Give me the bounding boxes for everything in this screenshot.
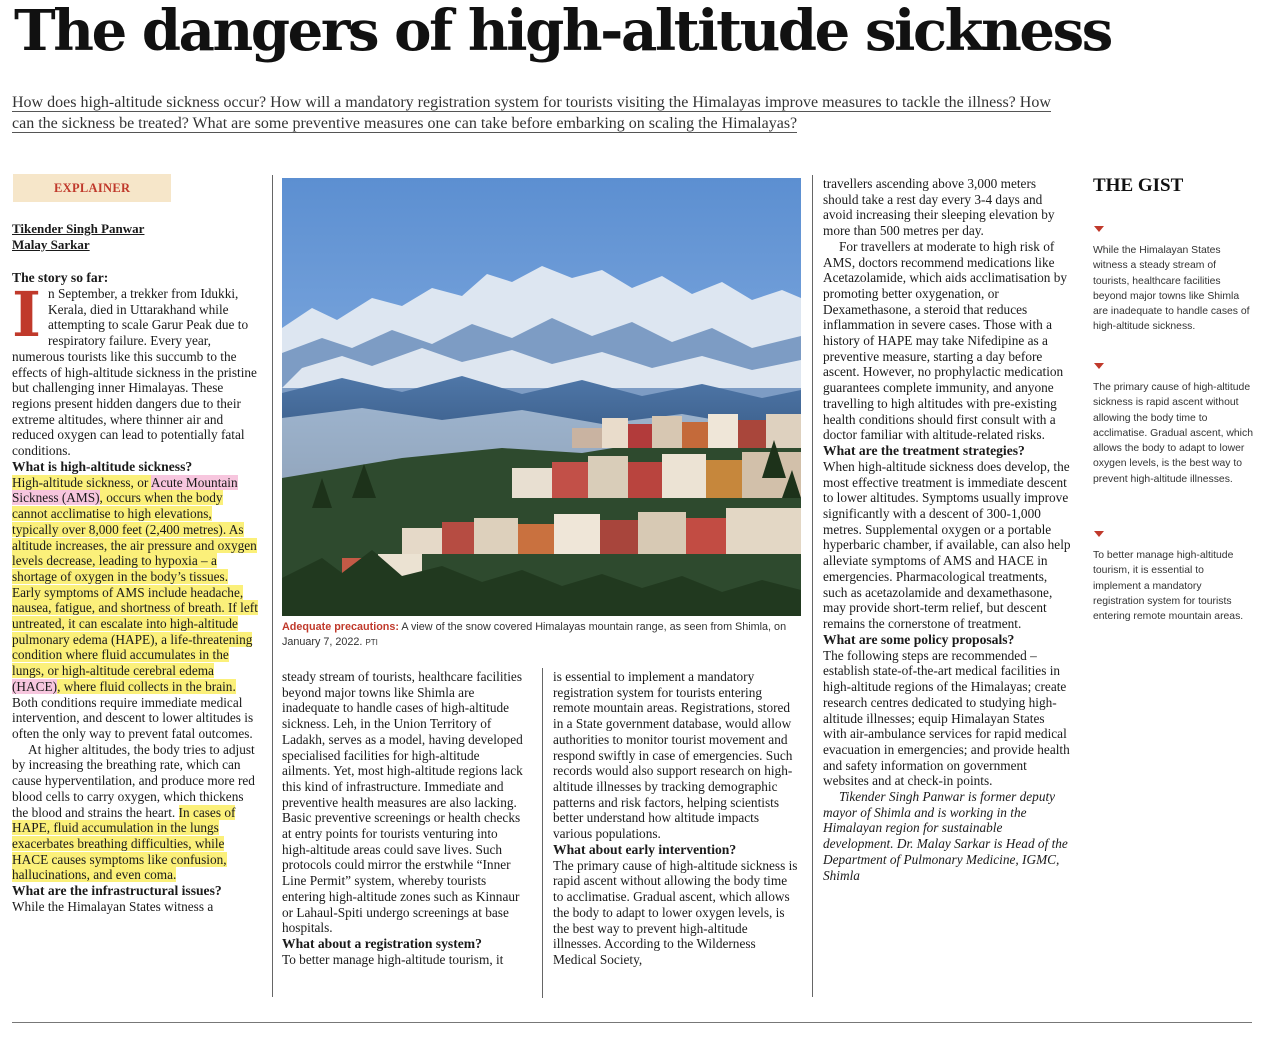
authors-block bbox=[12, 221, 144, 253]
drop-cap: I bbox=[12, 278, 42, 351]
author-name[interactable]: Malay Sarkar bbox=[12, 237, 90, 252]
answer-paragraph bbox=[12, 742, 260, 883]
column-3 bbox=[553, 669, 799, 968]
bullet-triangle-icon bbox=[1094, 363, 1104, 369]
column-divider bbox=[812, 175, 813, 997]
question-heading: What about early intervention? bbox=[553, 841, 737, 857]
bullet-triangle-icon bbox=[1094, 531, 1104, 537]
photo-credit: PTI bbox=[365, 638, 378, 647]
question-heading: What about a registration system? bbox=[282, 935, 482, 951]
highlighted-text: In cases of HAPE, fluid accumulation in the lungs exacerbates breathing difficulties, while HACE causes symptoms like confusion, hallucinations, and even coma. bbox=[12, 804, 236, 883]
answer-text: At higher altitudes, the body tries to adjust by increasing the breathing rate, which can cause hyperventilation, and produce more red blood cells to carry oxygen, which thickens the blood and strains the heart. bbox=[12, 741, 255, 820]
answer-text: While the Himalayan States witness a bbox=[12, 899, 214, 915]
column-1 bbox=[12, 270, 260, 915]
highlighted-text: , where fluid collects in the brain. bbox=[57, 678, 236, 694]
pink-highlighted-text: Acute Mountain Sickness (AMS) bbox=[12, 474, 238, 506]
body-text: is essential to implement a mandatory registration system for tourists entering remote mountain areas. Registrations, stored in a State government database, would allow authorities to monitor tourist movement and respond swiftly in case of emergencies. Such records would also support research on high-altitude illnesses by tracking demographic patterns and risk factors, helping scientists better understand how altitude impacts various populations. bbox=[553, 669, 793, 842]
question-heading: What are some policy proposals? bbox=[823, 631, 1015, 647]
pink-highlighted-text: (HACE) bbox=[12, 678, 58, 694]
question-heading: What is high-altitude sickness? bbox=[12, 458, 193, 474]
shimla-himalayas-photo bbox=[282, 178, 801, 616]
section-tag: EXPLAINER bbox=[13, 174, 171, 202]
column-divider bbox=[542, 668, 543, 998]
body-text: For travellers at moderate to high risk of AMS, doctors recommend medications like Acetazolamide, which aids acclimatisation by promoting better oxygenation, or Dexamethasone, a steroid that reduces inflammation in severe cases. Those with a history of HAPE may take Nifedipine as a preventive measure, starting a day before ascent. However, no prophylactic medication guarantees complete immunity, and anyone travelling to high altitudes with pre-existing health conditions should first consult with a doctor familiar with altitude-related risks. bbox=[823, 238, 1068, 443]
author-name[interactable]: Tikender Singh Panwar bbox=[12, 221, 145, 236]
photo-caption bbox=[282, 620, 802, 650]
column-4 bbox=[823, 176, 1071, 883]
body-text: steady stream of tourists, healthcare facilities beyond major towns like Shimla are inadequate to handle cases of high-altitude sickness. Leh, in the Union Territory of Ladakh, serves as a model, having developed specialised facilities for high-altitude ailments. Yet, most high-altitude regions lack this kind of infrastructure. Immediate and preventive health measures are also lacking. Basic preventive screenings or health checks at entry points for tourists venturing into high-altitude areas could save lives. Such protocols could mirror the erstwhile “Inner Line Permit” system, whereby tourists entering high-altitude zones such as Kinnaur or Lahaul-Spiti undergo screenings at base hospitals. bbox=[282, 669, 523, 936]
bullet-triangle-icon bbox=[1094, 226, 1104, 232]
body-text: travellers ascending above 3,000 meters should take a rest day every 3-4 days and avoid increasing their sleeping elevation by more than 500 metres per day. bbox=[823, 176, 1055, 239]
dek-text: How does high-altitude sickness occur? How will a mandatory registration system for tourists visiting the Himalayas improve measures to tackle the illness? How can the sickness be treated? What are some preventive measures one can take before embarking on scaling the Himalayas? bbox=[12, 94, 1051, 132]
answer-paragraph bbox=[12, 475, 260, 742]
column-2 bbox=[282, 669, 528, 968]
body-text: To better manage high-altitude tourism, it bbox=[282, 951, 504, 967]
highlighted-text: , occurs when the body cannot acclimatise to high elevations, typically over 8,000 feet (2,400 metres). As altitude increases, the air pressure and oxygen levels decrease, leading to hypoxia – a shortage of oxygen in the body’s tissues. Early symptoms of AMS include headache, nausea, fatigue, and shortness of breath. If left untreated, it can escalate into high-altitude pulmonary edema (HAPE), a life-threatening condition where fluid accumulates in the lungs, or high-altitude cerebral edema bbox=[12, 490, 258, 679]
column-divider bbox=[272, 175, 273, 997]
gist-item: While the Himalayan States witness a steady stream of tourists, healthcare facilities beyond major towns like Shimla are inadequate to handle cases of high-altitude sickness. bbox=[1093, 245, 1250, 333]
highlighted-text: High-altitude sickness, or bbox=[12, 474, 151, 490]
body-text: When high-altitude sickness does develop, the most effective treatment is immediate descent to lower altitudes. Symptoms usually improve significantly with a descent of 300-1,000 metres. Supplemental oxygen or a portable hyperbaric chamber, if available, can also help alleviate symptoms of AMS and HACE in emergencies. Pharmacological treatments, such as acetazolamide and dexamethasone, may provide short-term relief, but descent remains the cornerstone of treatment. bbox=[823, 458, 1071, 631]
gist-title: THE GIST bbox=[1093, 175, 1184, 196]
bottom-rule bbox=[12, 1022, 1252, 1023]
question-heading: What are the treatment strategies? bbox=[823, 442, 1025, 458]
story-text: n September, a trekker from Idukki, Kerala, died in Uttarakhand while attempting to scale Garur Peak due to respiratory failure. Every year, numerous tourists like this succumb to the effects of high-altitude sickness in the pristine but challenging inner Himalayas. These regions present hidden dangers due to their extreme altitudes, where thinner air and reduced oxygen can lead to potentially fatal conditions. bbox=[12, 286, 257, 459]
body-text: The following steps are recommended – establish state-of-the-art medical facilities in high-altitude regions of the Himalayas; create research centres dedicated to studying high-altitude illnesses; equip Himalayan States with air-ambulance services for rapid medical evacuation in emergencies; and provide health and safety information on government websites and at check-in points. bbox=[823, 647, 1070, 789]
article-dek bbox=[12, 92, 1072, 134]
photo-illustration bbox=[282, 178, 801, 616]
question-heading: What are the infrastructural issues? bbox=[12, 883, 222, 899]
caption-text: A view of the snow covered Himalayas mountain range, as seen from Shimla, on January 7, 2022. bbox=[282, 621, 787, 648]
answer-text: Both conditions require immediate medical intervention, and descent to lower altitudes is often the only way to prevent fatal outcomes. bbox=[12, 694, 254, 741]
story-heading: The story so far: bbox=[12, 270, 109, 285]
gist-item: To better manage high-altitude tourism, it is essential to implement a mandatory registration system for tourists entering remote mountain areas. bbox=[1093, 550, 1244, 623]
author-bio: Tikender Singh Panwar is former deputy mayor of Shimla and is working in the Himalayan region for sustainable development. Dr. Malay Sarkar is Head of the Department of Pulmonary Medicine, IGMC, Shimla bbox=[823, 789, 1068, 883]
story-paragraph bbox=[12, 278, 260, 459]
body-text: The primary cause of high-altitude sickness is rapid ascent without allowing the body time to acclimatise. Gradual ascent, which allows the body to adapt to lower oxygen levels, is the best way to prevent high-altitude illnesses. According to the Wilderness Medical Society, bbox=[553, 857, 798, 967]
article-headline: The dangers of high-altitude sickness bbox=[14, 0, 1111, 64]
gist-item: The primary cause of high-altitude sickness is rapid ascent without allowing the body time to acclimatise. Gradual ascent, which allows the body to adapt to lower oxygen levels, is the best way to prevent high-altitude illnesses. bbox=[1093, 382, 1253, 485]
caption-label: Adequate precautions: bbox=[282, 621, 399, 633]
